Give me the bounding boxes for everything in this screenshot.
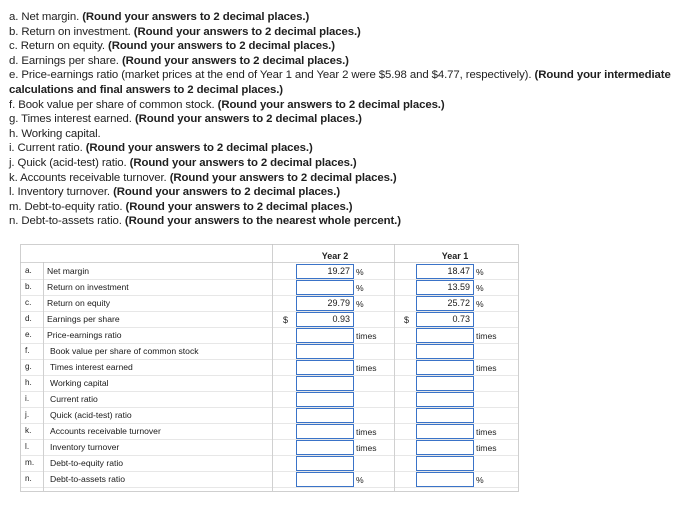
row-label: Current ratio <box>50 394 98 404</box>
year2-unit: % <box>356 283 364 293</box>
year1-unit: times <box>476 363 497 373</box>
year2-unit: times <box>356 331 377 341</box>
year2-input[interactable]: 29.79 <box>296 296 354 311</box>
year1-input[interactable] <box>416 456 474 471</box>
row-label: Working capital <box>50 378 109 388</box>
year1-unit: % <box>476 299 484 309</box>
header-year-2: Year 2 <box>321 251 349 261</box>
row-letter: i. <box>25 394 30 403</box>
year1-input[interactable] <box>416 392 474 407</box>
year1-input[interactable] <box>416 360 474 375</box>
year2-input[interactable] <box>296 392 354 407</box>
year2-unit: % <box>356 267 364 277</box>
instruction-a: a. Net margin. (Round your answers to 2 decimal places.) <box>9 11 310 23</box>
instruction-e: e. Price-earnings ratio (market prices at the end of Year 1 and Year 2 were $5.98 and $4.77, respectively). (Round your intermediate calculations and final answers to 2 decimal places.) <box>9 69 671 96</box>
row-letter: c. <box>25 298 32 307</box>
year1-input[interactable] <box>416 376 474 391</box>
row-label: Inventory turnover <box>50 442 120 452</box>
year1-input[interactable] <box>416 328 474 343</box>
instruction-c: c. Return on equity. (Round your answers to 2 decimal places.) <box>9 40 335 53</box>
instruction-j: j. Quick (acid-test) ratio. (Round your answers to 2 decimal places.) <box>9 156 357 169</box>
row-label: Earnings per share <box>47 314 120 324</box>
row-label: Debt-to-equity ratio <box>50 458 124 468</box>
year1-input[interactable]: 0.73 <box>416 312 474 327</box>
row-letter: j. <box>25 410 30 419</box>
row-letter: g. <box>25 362 32 371</box>
year2-input[interactable] <box>296 440 354 455</box>
instruction-d: d. Earnings per share. (Round your answers to 2 decimal places.) <box>9 54 349 67</box>
row-label: Book value per share of common stock <box>50 346 199 356</box>
year2-input[interactable] <box>296 328 354 343</box>
year1-input[interactable] <box>416 424 474 439</box>
year2-input[interactable] <box>296 456 354 471</box>
year2-input[interactable] <box>296 424 354 439</box>
year2-unit: times <box>356 427 377 437</box>
row-letter: b. <box>25 282 32 291</box>
row-letter: k. <box>25 426 32 435</box>
instruction-k: k. Accounts receivable turnover. (Round your answers to 2 decimal places.) <box>9 171 397 184</box>
instruction-b: b. Return on investment. (Round your answers to 2 decimal places.) <box>9 25 361 38</box>
year2-input[interactable] <box>296 280 354 295</box>
year2-unit: times <box>356 363 377 373</box>
instruction-g: g. Times interest earned. (Round your answers to 2 decimal places.) <box>9 113 362 126</box>
year2-dollar-sign: $ <box>283 315 289 325</box>
year1-input[interactable]: 18.47 <box>416 264 474 279</box>
year1-input[interactable] <box>416 472 474 487</box>
year1-input[interactable] <box>416 344 474 359</box>
year1-dollar-sign: $ <box>404 315 410 325</box>
instruction-f: f. Book value per share of common stock. (Round your answers to 2 decimal places.) <box>9 98 445 111</box>
row-letter: d. <box>25 314 32 323</box>
year1-unit: % <box>476 283 484 293</box>
row-label: Price-earnings ratio <box>47 330 122 340</box>
instruction-m: m. Debt-to-equity ratio. (Round your answers to 2 decimal places.) <box>9 200 353 213</box>
row-label: Return on investment <box>47 282 129 292</box>
year2-input[interactable] <box>296 360 354 375</box>
row-letter: h. <box>25 378 32 387</box>
row-letter: l. <box>25 442 30 451</box>
year2-input[interactable] <box>296 376 354 391</box>
year1-unit: times <box>476 427 497 437</box>
row-letter: f. <box>25 346 30 355</box>
row-letter: m. <box>25 458 35 467</box>
instruction-h: h. Working capital. <box>9 127 101 140</box>
year1-unit: times <box>476 443 497 453</box>
year2-input[interactable] <box>296 472 354 487</box>
year2-unit: % <box>356 299 364 309</box>
row-label: Accounts receivable turnover <box>50 426 161 436</box>
year2-input[interactable]: 0.93 <box>296 312 354 327</box>
row-letter: n. <box>25 474 32 483</box>
row-label: Return on equity <box>47 298 111 308</box>
instruction-i: i. Current ratio. (Round your answers to 2 decimal places.) <box>9 142 313 155</box>
row-letter: e. <box>25 330 32 339</box>
year1-unit: times <box>476 331 497 341</box>
year2-input[interactable]: 19.27 <box>296 264 354 279</box>
instruction-n: n. Debt-to-assets ratio. (Round your answers to the nearest whole percent.) <box>9 215 401 228</box>
row-label: Net margin <box>47 266 90 276</box>
row-label: Debt-to-assets ratio <box>50 474 125 484</box>
year2-unit: times <box>356 443 377 453</box>
year1-input[interactable] <box>416 408 474 423</box>
year1-input[interactable] <box>416 440 474 455</box>
instruction-l: l. Inventory turnover. (Round your answers to 2 decimal places.) <box>9 186 341 199</box>
row-label: Times interest earned <box>50 362 133 372</box>
row-label: Quick (acid-test) ratio <box>50 410 132 420</box>
header-year-1: Year 1 <box>441 251 469 261</box>
year1-input[interactable]: 13.59 <box>416 280 474 295</box>
year2-input[interactable] <box>296 344 354 359</box>
row-letter: a. <box>25 266 32 275</box>
year2-unit: % <box>356 475 364 485</box>
year1-unit: % <box>476 267 484 277</box>
year1-input[interactable]: 25.72 <box>416 296 474 311</box>
year1-unit: % <box>476 475 484 485</box>
year2-input[interactable] <box>296 408 354 423</box>
